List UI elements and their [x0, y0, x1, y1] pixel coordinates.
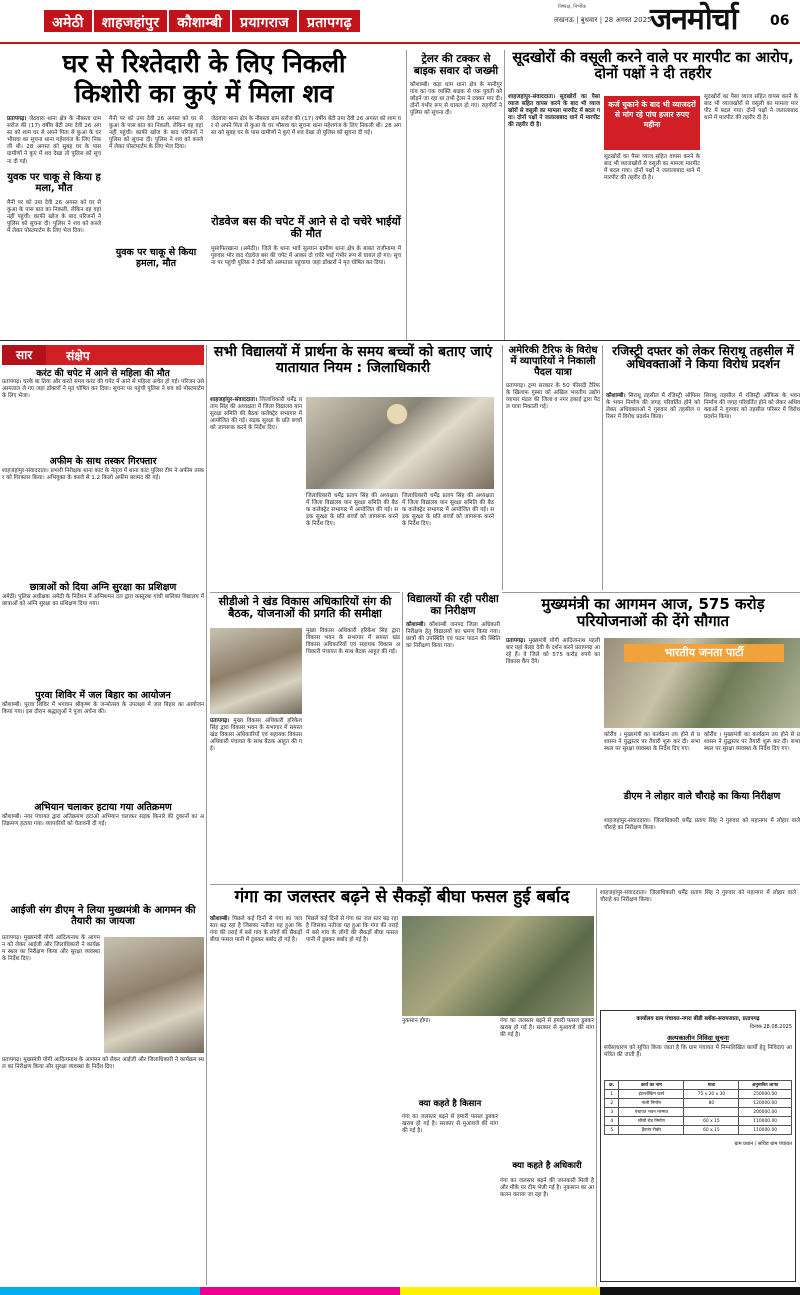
- lead-column-2: [106, 116, 206, 246]
- traffic-body: जिलाधिकारी धर्मेंद्र प्रताप सिंह की अध्यक्षता में जिला विद्यालय यान सुरक्षा समिति की बैठक कलेक्ट्रेट सभागार में आयोजित की गई। सड़क सुरक्षा के प्रति बच्चों को जागरूक करने के निर्देश दिए।: [210, 397, 302, 432]
- table-row: 4 सीसी रोड निर्माण 60 x 15 110000.00: [605, 1117, 792, 1126]
- tender-col-qty: मात्रा: [684, 1081, 739, 1090]
- divider: [504, 50, 505, 340]
- brief-item: [2, 803, 204, 906]
- dm-inspection-headline: डीएम ने लोहार वाले चौराहे का किया निरीक्षण: [623, 791, 781, 802]
- flood-story: [210, 888, 594, 1288]
- masthead: [0, 0, 800, 44]
- page-number: 06: [770, 13, 790, 29]
- brief-body: प्रतापगढ़। घरके बा तिया और करते समय करंट की चपेट में आने से महिला अचेत हो गई। परिजन उसे अस्पताल ले गए जहां डॉक्टरों ने मृत घोषित कर दिया। सूचना पर पहुंची पुलिस ने शव को पोस्टमार्टम के लिए भेजा।: [2, 379, 204, 400]
- cm-visit-story: [506, 596, 800, 886]
- brief-label-2: संक्षेप: [66, 348, 90, 363]
- tender-intro: सर्वसाधारण को सूचित किया जाता है कि ग्राम पंचायत में निम्नलिखित कार्यों हेतु निविदाएं आमंत्रित की जाती हैं।: [604, 1045, 792, 1059]
- district-tabs: [44, 10, 362, 32]
- brief-body: अमेठी। पुलिस अधीक्षक अमेठी के निर्देशन में अग्निशमन दल द्वारा कस्तूरबा गांधी बालिका विद्यालय में छात्राओं को अग्नि सुरक्षा का प्रशिक्षण दिया गया।: [2, 593, 204, 607]
- cdo-body: मुख्य विकास अधिकारी हरिकेश सिंह द्वारा विकास भवन के सभागार में समस्त खंड विकास अधिकारियों एवं सहायक विकास अधिकारी पंचायत के साथ बैठक आहूत की गई।: [210, 718, 302, 753]
- cdo-column-2: मुख्य विकास अधिकारी हरिकेश सिंह द्वारा विकास भवन के सभागार में समस्त खंड विकास अधिकारियों एवं सहायक विकास अधिकारी पंचायत के साथ बैठक आहूत की गई।: [306, 628, 400, 656]
- cm-dateline: प्रतापगढ़।: [506, 638, 526, 644]
- registry-column-2: सिराथू तहसील में रजिस्ट्री ऑफिस के भवन निर्माण की जगह परिवर्तित होने को लेकर अधिवक्ताओं ने गुरुवार को तहसील परिसर में विरोध प्रदर्शन किया।: [704, 393, 800, 421]
- traffic-rules-story: [210, 345, 496, 590]
- table-row: 2 नाली निर्माण 80 120000.00: [605, 1099, 792, 1108]
- traffic-column-1: [210, 397, 302, 587]
- tariff-body: प्रतापगढ़। ट्रम्प सरकार के 50 फीसदी टैरिफ के खिलाफ गुस्सा को अखिल भारतीय उद्योग व्यापार मंडल की जिला व नगर इकाई द्वारा पैदल यात्रा निकाली गई।: [506, 382, 600, 410]
- tagline: निष्पक्ष, निर्भीक: [558, 4, 587, 10]
- registry-column-1: [606, 393, 700, 589]
- officer-subheading: क्या कहते है अधिकारी: [512, 1161, 582, 1171]
- cdo-dateline: प्रतापगढ़।: [210, 718, 230, 724]
- registry-headline: रजिस्ट्री दफ्तर को लेकर सिराथू तहसील में अधिवक्ताओं ने किया विरोध प्रदर्शन: [612, 344, 794, 372]
- flooded-field-photo: [402, 916, 594, 1016]
- brief-body: कौशाम्बी। पुरवा शिविर में भगवान श्रीकृष्ण के जन्मोत्सव के उपलक्ष्य में जल बिहार का आयोजन किया गया। इस दौरान श्रद्धालुओं ने पूजा अर्चना की।: [2, 701, 204, 715]
- brief-header: [2, 345, 204, 365]
- brief-title: अफीम के साथ तस्कर गिरफ्तार: [49, 456, 157, 467]
- flood-body: पिछले कई दिनों से गंगा का जल स्तर बढ़ रहा है जिसका नतीजा यह हुआ कि गंगा की तराई में बसे गांव के लोगों की सैकड़ों बीघा फसल पानी में डूबकर बर्बाद हो गई है।: [210, 916, 302, 944]
- tender-title: अल्पकालीन निविदा सूचना: [667, 1034, 729, 1042]
- cm-headline: मुख्यमंत्री का आगमन आज, 575 करोड़ परियोजनाओं की देंगे सौगात: [541, 595, 765, 630]
- brief-item: [2, 691, 204, 798]
- table-row: 5 हैंडपंप रीबोर 60 x 15 110000.00: [605, 1126, 792, 1135]
- lead-headline-2: किशोरी का कुएं में मिला शव: [74, 79, 334, 108]
- lead-dateline: प्रतापगढ़।: [7, 116, 27, 122]
- divider: [0, 340, 800, 341]
- bus-accident-body: मुसाफिरखाना (अमेठी)। जिले के थाना भावे सुल्तान ग्रामीण थाना क्षेत्र के बाबत राजीनामा में गुरुवार भोर वाद रोडवेज बस की चपेट में आकर दो चचेरे भाई गंभीर रूप से घायल हो गए। सूचना पर पहुंची पुलिस ने दोनों को अस्पताल पहुंचाया जहां डॉक्टरों ने मृत घोषित कर दिया।: [211, 246, 401, 267]
- truck-story: [410, 54, 502, 340]
- brief-item: [2, 369, 204, 455]
- cdo-headline: सीडीओ ने खंड विकास अधिकारियों संग की बैठक, योजनाओं की प्रगति की समीक्षा: [218, 595, 392, 621]
- truck-headline: ट्रेलर की टक्कर से बाइक सवार दो जख्मी: [413, 53, 499, 77]
- loan-callout: कर्ज चुकाने के बाद भी व्याजदरों से मांग रहे पांच हजार रुपए महीना: [604, 96, 700, 150]
- brief-body: शाहजहांपुर-संवाददाता। प्रभारी निरीक्षक थाना कांट के नेतृत्व में थाना कांट पुलिस टीम ने अफीम तस्कर को गिरफ्तार किया। अभियुक्त के कब्जे से 1.2 किलो अफीम बरामद की गई।: [2, 467, 204, 481]
- divider: [406, 50, 407, 340]
- bus-accident-headline: रोडवेज बस की चपेट में आने से दो चचेरे भाईयों की मौत: [211, 215, 401, 241]
- meeting-photo: [306, 397, 494, 489]
- brief-title: पुरवा शिविर में जल बिहार का आयोजन: [35, 690, 171, 701]
- tariff-headline: अमेरिकी टैरिफ के विरोध में व्यापारियों ने निकाली पैदल यात्रा: [508, 345, 598, 379]
- brief-title: छात्राओं को दिया अग्नि सुरक्षा का प्रशिक्षण: [29, 582, 177, 593]
- loan-body: सूदखोरों का पैसा व्याज सहित वापस करने के बाद भी व्याजखोरों से वसूली का मामला मारपीट में बदल गया। दोनों पक्षों ने जलालाबाद थाने में मारपीट की तहरीर दी है।: [508, 94, 600, 129]
- tender-notice: [600, 1010, 796, 1282]
- tender-col-cost: अनुमानित लागत: [739, 1081, 792, 1090]
- dm-story-continued: शाहजहांपुर-संवाददाता। जिलाधिकारी धर्मेंद्र प्रताप सिंह ने गुरुवार को महानगर में लोहार वाले चौराहे का निरीक्षण किया।: [600, 890, 796, 904]
- tab-amethi[interactable]: अमेठी: [44, 10, 92, 32]
- lead-body: जेठवारा थाना क्षेत्र के नौबस्ता ग्राम सरोज की (17) वर्षीय बेटी उमा देवी 26 अगस्त को शाम घर से अपने पिता से कुआ के घर भौसवा का सूचना थाना महेशगंज के लिए निकली थी। 28 अगस्त को सुबह घर के पास ग्रामीणों ने कुएं में शव देखा तो पुलिस को सूचना दी गई।: [7, 116, 101, 165]
- dateline: लखनऊ | बुधवार | 28 अगस्त 2025: [554, 16, 652, 24]
- cm-column-1: [506, 638, 600, 878]
- traffic-headline: सभी विद्यालयों में प्रार्थना के समय बच्चों को बताए जाएं यातायात नियम : जिलाधिकारी: [213, 344, 493, 376]
- divider: [206, 345, 207, 1285]
- sub-stab-headline: युवक पर चाकू से किया हमला, मौत: [7, 171, 101, 194]
- flood-column-1: [210, 916, 302, 1286]
- lead-body-2: मैनी पर को उमा देवी 26 अगस्त को घर से कुआ के पास बात का निकली, लेकिन वह वहां नहीं पहुंची। काफी खोज के बाद परिजनों ने पुलिस को सूचना दी। पुलिस ने शव को कब्जे में लेकर पोस्टमार्टम के लिए भेज दिया।: [109, 116, 203, 151]
- dm-inspection-body: शाहजहांपुर-संवाददाता। जिलाधिकारी धर्मेंद्र प्रताप सिंह ने गुरुवार को महानगर में लोहार वाले चौराहे का निरीक्षण किया।: [604, 818, 800, 832]
- bjp-meeting-photo: [604, 638, 800, 728]
- table-row: 3 पंचायत भवन मरम्मत 200000.00: [605, 1108, 792, 1117]
- stab-headline: युवक पर चाकू से किया हमला, मौत: [115, 247, 197, 269]
- divider: [402, 592, 403, 882]
- brief-title: अभियान चलाकर हटाया गया अतिक्रमण: [34, 802, 172, 813]
- flood-headline: गंगा का जलस्तर बढ़ने से सैकड़ों बीघा फसल हुई बर्बाद: [234, 887, 570, 907]
- lead-body-cont: मैनी पर को उमा देवी 26 अगस्त को घर से कुआ के पास बात का निकली, लेकिन वह वहां नहीं पहुंची। काफी खोज के बाद परिजनों ने पुलिस को सूचना दी। पुलिस ने शव को कब्जे में लेकर पोस्टमार्टम के लिए भेज दिया।: [7, 200, 101, 235]
- traffic-column-3: जिलाधिकारी धर्मेंद्र प्रताप सिंह की अध्यक्षता में जिला विद्यालय यान सुरक्षा समिति की बैठक कलेक्ट्रेट सभागार में आयोजित की गई। सड़क सुरक्षा के प्रति बच्चों को जागरूक करने के निर्देश दिए।: [402, 493, 494, 528]
- divider: [596, 888, 597, 1288]
- divider: [502, 345, 503, 590]
- emblem-icon: [386, 403, 408, 425]
- loan-column-2: सूदखोरों का पैसा व्याज सहित वापस करने के बाद भी व्याजखोरों से वसूली का मामला मारपीट में बदल गया। दोनों पक्षों ने जलालाबाद थाने में मारपीट की तहरीर दी है।: [604, 154, 700, 182]
- farmer-body: गंगा का जलस्तर बढ़ने से हमारी फसल डूबकर खराब हो गई है। सरकार से मुआवजे की मांग की गई है।: [402, 1114, 498, 1135]
- loan-story: [508, 50, 798, 340]
- brief-label-1: सार: [2, 345, 46, 365]
- tender-table: [604, 1080, 792, 1135]
- brief-body: प्रतापगढ़। मुख्यमंत्री योगी आदित्यनाथ के आगमन को लेकर आईजी और जिलाधिकारी ने कार्यक्रम स्थल का निरीक्षण किया और सुरक्षा व्यवस्था के निर्देश दिए।: [2, 935, 100, 963]
- tab-prayagraj[interactable]: प्रयागराज: [232, 10, 297, 32]
- tab-pratapgarh[interactable]: प्रतापगढ़: [299, 10, 360, 32]
- flood-photo-caption: नुकसान होगा।: [402, 1018, 431, 1024]
- exam-dateline: कौशाम्बी।: [406, 621, 426, 628]
- traffic-dateline: शाहजहांपुर-संवाददाता।: [210, 397, 258, 403]
- farmer-quote-body: गंगा का जलस्तर बढ़ने से हमारी फसल डूबकर खराब हो गई है। सरकार से मुआवजे की मांग की गई है।: [500, 1018, 594, 1039]
- cdo-column-1: [210, 718, 302, 878]
- ig-dm-inspection-photo: [104, 937, 204, 1053]
- brief-body-cont: प्रतापगढ़। मुख्यमंत्री योगी आदित्यनाथ के आगमन को लेकर आईजी और जिलाधिकारी ने कार्यक्रम स्थल का निरीक्षण किया और सुरक्षा व्यवस्था के निर्देश दिए।: [2, 1057, 204, 1071]
- cm-column-2: कोरौंव । मुख्यमंत्री का कार्यक्रम तय होने से प्रशासन ने युद्धस्तर पर तैयारी शुरू कर दी। सभा स्थल पर सुरक्षा व्यवस्था के निर्देश दिए गए।: [604, 732, 700, 753]
- lead-story: [4, 50, 404, 340]
- cdo-meeting-photo: [210, 628, 302, 714]
- brief-item: [2, 457, 204, 580]
- loan-headline: सूदखोरों की वसूली करने वाले पर मारपीट का आरोप, दोनों पक्षों ने दी तहरीर: [512, 50, 794, 83]
- tender-col-no: क्र.: [605, 1081, 619, 1090]
- farmer-subheading: क्या कहते है किसान: [418, 1099, 482, 1109]
- cm-body: मुख्यमंत्री योगी आदित्यनाथ पहली बार यहां बेल्हा देवी के दर्शन करने प्रतापगढ़ आ रहे हैं। वे जिले को 575 करोड़ रुपये का विकास कैंप देंगे।: [506, 638, 601, 666]
- brief-section: [2, 345, 204, 1285]
- tender-footer: ग्राम प्रधान / सचिव ग्राम पंचायत: [734, 1141, 792, 1147]
- divider: [210, 884, 800, 885]
- lead-column-1: [4, 116, 104, 336]
- flood-dateline: कौशाम्बी।: [210, 916, 230, 922]
- loan-dateline: शाहजहांपुर-संवाददाता।: [508, 94, 556, 100]
- exam-body-text: कौशाम्बी जनपद जिला अधिकारी निरीक्षण हेतु विद्यालयों का भ्रमण किया गया। छात्रों की उपस्थिति एवं पठन पाठन की स्थिति का निरीक्षण किया गया।: [406, 621, 501, 649]
- brief-title: आईजी संग डीएम ने लिया मुख्यमंत्री के आगमन की तैयारी का जायजा: [10, 905, 196, 928]
- cdo-meeting-story: [210, 596, 400, 881]
- exam-inspection-story: [406, 594, 500, 882]
- officer-body: गंगा का जलस्तर बढ़ने की जानकारी मिली है और मौके पर टीम भेजी गई है। नुकसान का आकलन कराया जा रहा है।: [500, 1178, 594, 1199]
- brief-item: [2, 583, 204, 686]
- tab-shahjahanpur[interactable]: शाहजहांपुर: [94, 10, 168, 32]
- tender-ref: दिनांक 28.08.2025: [749, 1024, 792, 1030]
- brief-item: [2, 905, 204, 1071]
- traffic-column-2: जिलाधिकारी धर्मेंद्र प्रताप सिंह की अध्यक्षता में जिला विद्यालय यान सुरक्षा समिति की बैठक कलेक्ट्रेट सभागार में आयोजित की गई। सड़क सुरक्षा के प्रति बच्चों को जागरूक करने के निर्देश दिए।: [306, 493, 398, 528]
- registration-bar: [0, 1287, 800, 1295]
- registry-body: सिराथू तहसील में रजिस्ट्री ऑफिस के भवन निर्माण की जगह परिवर्तित होने को लेकर अधिवक्ताओं ने गुरुवार को तहसील परिसर में विरोध प्रदर्शन किया।: [606, 393, 700, 421]
- exam-body: [406, 622, 500, 872]
- farmer-quotes: [500, 1018, 594, 1158]
- registry-dateline: कौशाम्बी।: [606, 393, 626, 399]
- brand-logo: जनमोर्चा: [650, 2, 738, 37]
- cm-column-3: कोरौंव । मुख्यमंत्री का कार्यक्रम तय होने से प्रशासन ने युद्धस्तर पर तैयारी शुरू कर दी। सभा स्थल पर सुरक्षा व्यवस्था के निर्देश दिए गए।: [704, 732, 800, 753]
- registry-story: [506, 345, 800, 595]
- exam-headline: विद्यालयों की रही परीक्षा का निरीक्षण: [407, 593, 499, 617]
- divider: [210, 592, 400, 593]
- tab-kaushambi[interactable]: कौशाम्बी: [169, 10, 230, 32]
- brief-body: कौशाम्बी। नगर पंचायत द्वारा अतिक्रमण हटाओ अभियान चलाकर सड़क किनारे की दुकानों का अतिक्रमण हटाया गया। व्यापारियों को चेतावनी दी गई।: [2, 813, 204, 827]
- flood-column-2: पिछले कई दिनों से गंगा का जल स्तर बढ़ रहा है जिसका नतीजा यह हुआ कि गंगा की तराई में बसे गांव के लोगों की सैकड़ों बीघा फसल पानी में डूबकर बर्बाद हो गई है।: [306, 916, 398, 944]
- truck-body: कौशाम्बी। कड़ा धाम थाना क्षेत्र के मानीगुर गांव का एक व्यक्ति बाइक से एक युवती को छोड़ने जा रहा था तभी ट्रेलर ने टक्कर मार दी। दोनों गंभीर रूप से घायल हो गए। राहगीरों ने पुलिस को सूचना दी।: [410, 81, 502, 116]
- loan-column-3: सूदखोरों का पैसा व्याज सहित वापस करने के बाद भी व्याजखोरों से वसूली का मामला मारपीट में बदल गया। दोनों पक्षों ने जलालाबाद थाने में मारपीट की तहरीर दी है।: [704, 94, 798, 122]
- brief-title: करंट की चपेट में आने से महिला की मौत: [36, 369, 170, 379]
- divider: [502, 592, 800, 593]
- lead-body-3: जेठवारा थाना क्षेत्र के नौबस्ता ग्राम सरोज की (17) वर्षीय बेटी उमा देवी 26 अगस्त को शाम घर से अपने पिता से कुआ के घर भौसवा का सूचना थाना महेशगंज के लिए निकली थी। 28 अगस्त को सुबह घर के पास ग्रामीणों ने कुएं में शव देखा तो पुलिस को सूचना दी गई।: [211, 116, 401, 137]
- bjp-banner: भारतीय जनता पार्टी: [624, 644, 784, 662]
- tender-org: कार्यालय ग्राम पंचायत-नगरा बीडी ब्लॉक-सरायजाता, प्रतापगढ़: [636, 1016, 760, 1022]
- table-row: 1 इंटरलॉकिंग कार्य 75 x 20 x 30 250000.00: [605, 1090, 792, 1099]
- tender-col-work: कार्य का नाम: [619, 1081, 684, 1090]
- lead-headline-1: घर से रिश्तेदारी के लिए निकली: [62, 49, 346, 78]
- lead-column-3: [208, 116, 404, 216]
- loan-column-1: [508, 94, 600, 338]
